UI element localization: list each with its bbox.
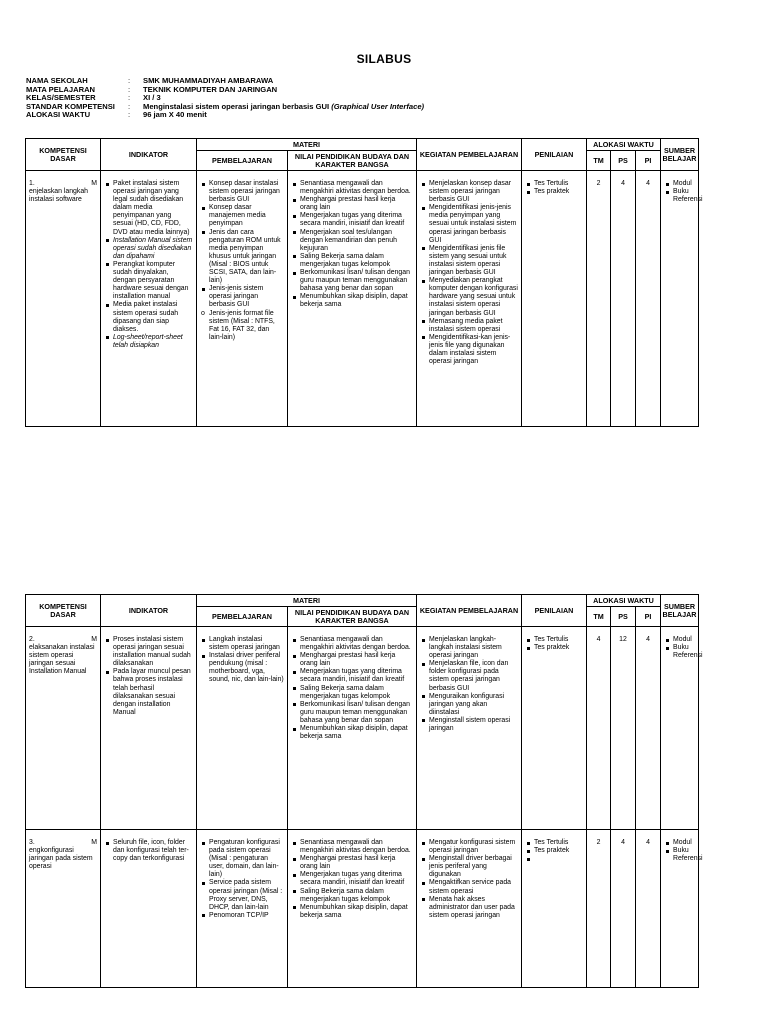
header-sumber: SUMBER BELAJAR	[661, 139, 699, 171]
nilai-cell	[288, 627, 417, 830]
info-label: ALOKASI WAKTU	[26, 110, 91, 119]
list-item: Menata hak akses administrator dan user pada sistem operasi jaringan	[429, 896, 518, 920]
list-item: Tes Tertulis	[534, 180, 583, 188]
list-item: Seluruh file, icon, folder dan konfigurasi telah ter-copy dan terkonfigurasi	[113, 839, 193, 863]
list-item: Mengidentifikasi jenis-jenis media penyimpan yang sesuai untuk instalasi sistem operasi jaringan berbasis GUI	[429, 204, 517, 244]
header-penilaian: PENILAIAN	[522, 595, 587, 627]
list-item: Menginstall driver berbagai jenis periferal yang digunakan	[429, 855, 518, 879]
document-title: SILABUS	[356, 52, 412, 66]
info-row-subject: MATA PELAJARAN : TEKNIK KOMPUTER DAN JARINGAN	[26, 84, 278, 94]
table-row	[26, 171, 699, 427]
list-item: Memasang media paket instalasi sistem operasi	[429, 318, 518, 334]
list-item: Menyediakan perangkat komputer dengan konfigurasi hardware yang sesuai untuk instalasi sistem operasi jaringan berbasis GUI	[429, 277, 518, 317]
list-item: Menghargai prestasi hasil kerja orang lain	[300, 196, 413, 212]
school-info	[26, 77, 424, 120]
list-item: Service pada sistem operasi jaringan (Misal : Proxy server, DNS, DHCP, dan lain-lain	[209, 879, 283, 911]
pembelajaran-cell	[197, 627, 288, 830]
info-row-class: KELAS/SEMESTER : XI / 3	[26, 93, 161, 102]
header-nilai: NILAI PENDIDIKAN BUDAYA DAN KARAKTER BANGSA	[288, 607, 417, 627]
list-item: Senantiasa mengawali dan mengakhiri aktivitas dengan berdoa.	[300, 636, 413, 652]
header-indikator: INDIKATOR	[101, 595, 197, 627]
list-item: Modul	[673, 839, 695, 847]
list-item: Senantiasa mengawali dan mengakhiri aktivitas dengan berdoa.	[300, 839, 413, 855]
sumber-cell	[661, 627, 703, 830]
list-item: Tes praktek	[534, 188, 583, 196]
penilaian-cell	[522, 171, 587, 427]
kompetensi-cell: 2. M elaksanakan instalasi sistem operasi jaringan sesuai Installation Manual	[26, 627, 101, 830]
header-alokasi: ALOKASI WAKTU	[587, 139, 661, 151]
list-item	[534, 855, 583, 863]
list-item: Saling Bekerja sama dalam mengerjakan tugas kelompok	[300, 888, 413, 904]
list-item: Jenis dan cara pengaturan ROM untuk media penyimpan khusus untuk jaringan (Misal : BIOS untuk SCSI, SATA, dan lain-lain)	[209, 229, 284, 286]
info-label: KELAS/SEMESTER	[26, 93, 96, 102]
penilaian-cell	[522, 627, 587, 830]
info-label: STANDAR KOMPETENSI	[26, 101, 115, 111]
header-tm: TM	[587, 607, 611, 627]
pi-cell: 4	[636, 627, 661, 830]
header-ps: PS	[611, 151, 636, 171]
pembelajaran-cell	[197, 830, 288, 988]
table-row	[26, 627, 699, 830]
list-item: Menjelaskan file, icon dan folder konfigurasi pada sistem operasi jaringan berbasis GUI	[429, 660, 518, 692]
nilai-cell	[288, 830, 417, 988]
list-item: Saling Bekerja sama dalam mengerjakan tugas kelompok	[300, 685, 413, 701]
pembelajaran-cell	[197, 171, 288, 427]
tm-cell: 4	[587, 627, 611, 830]
header-indikator: INDIKATOR	[101, 139, 197, 171]
list-item: Mengidentifikasi jenis file sistem yang sesuai untuk instalasi sistem operasi jaringan berbasis GUI	[429, 245, 518, 277]
syllabus-table-1	[25, 138, 703, 427]
kompetensi-text: enjelaskan langkah instalasi software	[29, 188, 88, 204]
ps-cell: 12	[611, 627, 636, 830]
list-item: Tes praktek	[534, 644, 583, 652]
header-nilai: NILAI PENDIDIKAN BUDAYA DAN KARAKTER BANGSA	[288, 151, 417, 171]
kegiatan-cell	[417, 627, 522, 830]
indikator-cell	[101, 830, 197, 988]
info-label: MATA PELAJARAN	[26, 84, 96, 94]
list-item: Berkomunikasi lisan/ tulisan dengan guru maupun teman menggunakan bahasa yang benar dan sopan	[300, 269, 413, 293]
list-item: Mengidentifikasi-kan jenis-jenis file yang digunakan dalam instalasi sistem operasi jaringan	[429, 334, 518, 366]
tm-cell: 2	[587, 830, 611, 988]
indikator-cell	[101, 171, 197, 427]
ps-cell: 4	[611, 171, 636, 427]
list-item: Pengaturan konfigurasi pada sistem operasi (Misal : pengaturan user, domain, dan lain-lain)	[209, 839, 284, 879]
kegiatan-cell	[417, 171, 522, 427]
info-label: NAMA SEKOLAH	[26, 76, 88, 85]
list-item: Menguraikan konfigurasi jaringan yang akan diinstalasi	[429, 693, 518, 717]
header-pi: PI	[636, 151, 661, 171]
list-item: Berkomunikasi lisan/ tulisan dengan guru maupun teman menggunakan bahasa yang benar dan sopan	[300, 701, 413, 725]
header-materi: MATERI	[197, 595, 417, 607]
kegiatan-cell	[417, 830, 522, 988]
header-tm: TM	[587, 151, 611, 171]
kompetensi-cell: 1. M enjelaskan langkah instalasi software	[26, 171, 101, 427]
pi-cell: 4	[636, 830, 661, 988]
info-value: TEKNIK KOMPUTER DAN JARINGAN	[143, 84, 278, 94]
list-item: Tes Tertulis	[534, 839, 583, 847]
info-row-time: ALOKASI WAKTU : 96 jam X 40 menit	[26, 110, 207, 119]
table-row	[26, 830, 699, 988]
list-item: Pada layar muncul pesan bahwa proses instalasi telah berhasil dilaksanakan sesuai dengan installation Manual	[113, 668, 193, 717]
info-value: Menginstalasi sistem operasi jaringan berbasis GUI (Graphical User Interface)	[143, 101, 425, 111]
header-materi: MATERI	[197, 139, 417, 151]
pi-cell: 4	[636, 171, 661, 427]
header-kompetensi: KOMPETENSI DASAR	[26, 595, 101, 627]
list-item: Instalasi driver periferal pendukung (misal : motherboard, vga, sound, nic, dan lain-lain)	[209, 652, 284, 684]
list-item: Menjelaskan langkah-langkah instalasi sistem operasi jaringan	[429, 636, 518, 660]
list-item: Mengerjakan tugas yang diterima secara mandiri, inisiatif dan kreatif	[300, 212, 413, 228]
list-item: Menumbuhkan sikap disiplin, dapat bekerja sama	[300, 725, 413, 741]
list-item: Penomoran TCP/IP	[209, 912, 284, 920]
list-item: Langkah instalasi sistem operasi jaringan	[209, 636, 284, 652]
info-value: 96 jam X 40 menit	[143, 110, 207, 119]
list-item: Modul	[673, 180, 695, 188]
info-row-standard: STANDAR KOMPETENSI : Menginstalasi sistem operasi jaringan berbasis GUI (Graphical User Interface)	[26, 101, 425, 111]
list-item: Menumbuhkan sikap disiplin, dapat bekerja sama	[300, 293, 413, 309]
list-item: Konsep dasar instalasi sistem operasi jaringan berbasis GUI	[209, 180, 284, 204]
list-item: Menjelaskan konsep dasar sistem operasi jaringan berbasis GUI	[429, 180, 518, 204]
header-kompetensi: KOMPETENSI DASAR	[26, 139, 101, 171]
info-value: SMK MUHAMMADIYAH AMBARAWA	[143, 76, 274, 85]
ps-cell: 4	[611, 830, 636, 988]
list-item: Menghargai prestasi hasil kerja orang lain	[300, 652, 413, 668]
header-kegiatan: KEGIATAN PEMBELAJARAN	[417, 595, 522, 627]
list-item: Tes Tertulis	[534, 636, 583, 644]
header-ps: PS	[611, 607, 636, 627]
sumber-cell	[661, 171, 703, 427]
list-item: Mengerjakan soal tes/ulangan dengan kemandirian dan penuh kejujuran	[300, 229, 413, 253]
list-item: Mengerjakan tugas yang diterima secara mandiri, inisiatif dan kreatif	[300, 668, 413, 684]
nilai-cell	[288, 171, 417, 427]
list-item: Perangkat komputer sudah dinyalakan, dengan persyaratan hardware sesuai dengan installation manual	[113, 261, 193, 301]
list-item: o Jenis-jenis format file sistem (Misal : NTFS, Fat 16, FAT 32, dan lain-lain)	[209, 310, 284, 342]
header-alokasi: ALOKASI WAKTU	[587, 595, 661, 607]
syllabus-table-2	[25, 594, 703, 988]
list-item: Tes praktek	[534, 847, 583, 855]
list-item: Modul	[673, 636, 695, 644]
header-sumber: SUMBER BELAJAR	[661, 595, 699, 627]
kompetensi-text: engkonfigurasi jaringan pada sistem operasi	[29, 847, 93, 871]
list-item: Paket instalasi sistem operasi jaringan yang legal sudah disediakan dalam media penyimpanan yang sesuai (HD, CD, FDD, DVD atau media lainnya)	[113, 180, 193, 237]
list-item: Proses instalasi sistem operasi jaringan sesuai installation manual sudah dilaksanakan	[113, 636, 193, 668]
info-value: XI / 3	[143, 93, 161, 102]
penilaian-cell	[522, 830, 587, 988]
list-item: Media paket instalasi sistem operasi sudah dipasang dan siap diakses.	[113, 301, 193, 333]
list-item: Jenis-jenis sistem operasi jaringan berbasis GUI	[209, 285, 284, 309]
header-pembelajaran: PEMBELAJARAN	[197, 151, 288, 171]
list-item: Buku Referensi	[673, 188, 703, 204]
list-item: Buku Referensi	[673, 847, 703, 863]
list-item: Mengerjakan tugas yang diterima secara mandiri, inisiatif dan kreatif	[300, 871, 413, 887]
info-row-school: NAMA SEKOLAH : SMK MUHAMMADIYAH AMBARAWA	[26, 76, 274, 85]
list-item: Menginstall sistem operasi jaringan	[429, 717, 518, 733]
header-pembelajaran: PEMBELAJARAN	[197, 607, 288, 627]
list-item: Buku Referensi	[673, 644, 703, 660]
tm-cell: 2	[587, 171, 611, 427]
list-item: Mengatur konfigurasi sistem operasi jaringan	[429, 839, 518, 855]
list-item: Menumbuhkan sikap disiplin, dapat bekerja sama	[300, 904, 413, 920]
header-penilaian: PENILAIAN	[522, 139, 587, 171]
list-item: Saling Bekerja sama dalam mengerjakan tugas kelompok	[300, 253, 413, 269]
list-item: Installation Manual sistem operasi sudah disediakan dan dipahami	[113, 236, 193, 260]
list-item: Menghargai prestasi hasil kerja orang lain	[300, 855, 413, 871]
header-kegiatan: KEGIATAN PEMBELAJARAN	[417, 139, 522, 171]
list-item: Mengaktifkan service pada sistem operasi	[429, 879, 518, 895]
kompetensi-cell: 3. M engkonfigurasi jaringan pada sistem operasi	[26, 830, 101, 988]
list-item: Senantiasa mengawali dan mengakhiri aktivitas dengan berdoa.	[300, 180, 413, 196]
header-pi: PI	[636, 607, 661, 627]
sumber-cell	[661, 830, 703, 988]
list-item: Konsep dasar manajemen media penyimpan	[209, 204, 284, 228]
kompetensi-text: elaksanakan instalasi sistem operasi jaringan sesuai Installation Manual	[29, 644, 95, 676]
indikator-cell	[101, 627, 197, 830]
list-item: Log-sheet/report-sheet telah disiapkan	[113, 334, 193, 350]
